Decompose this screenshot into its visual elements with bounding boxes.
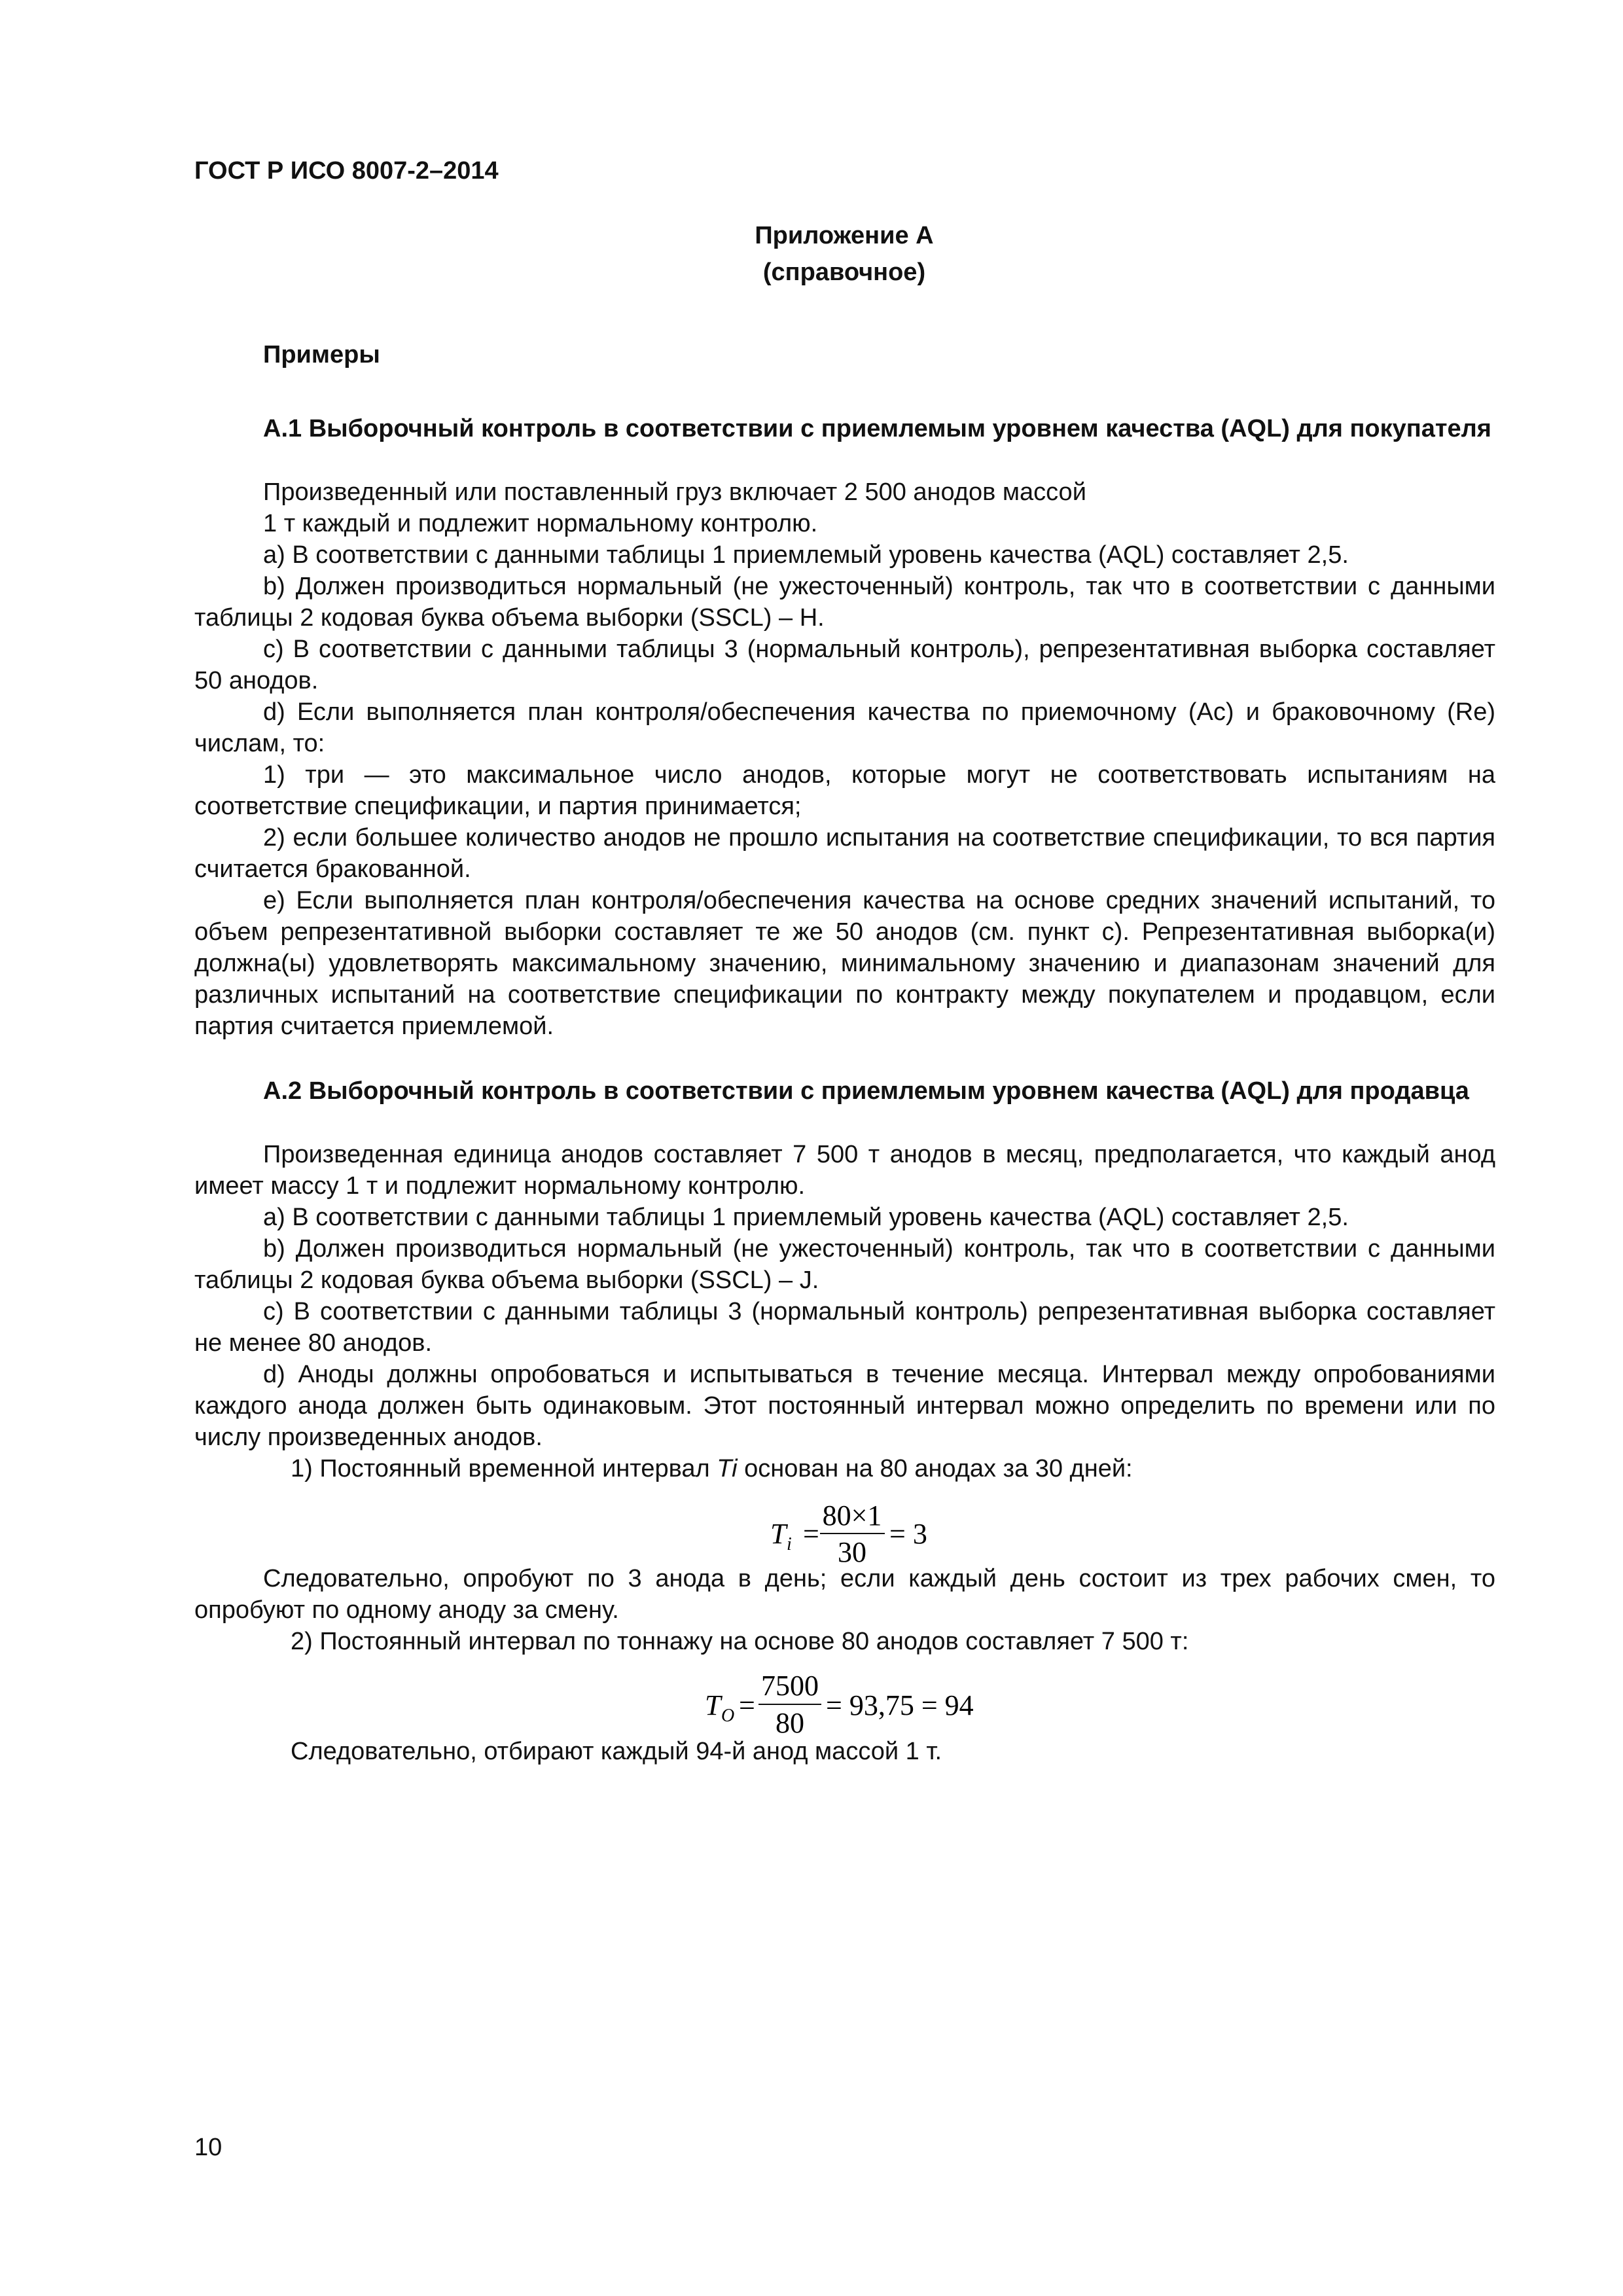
page-number: 10 (194, 2134, 223, 2161)
formula2-lhs: T (705, 1689, 721, 1721)
paragraph: b) Должен производиться нормальный (не ужесточенный) контроль, так что в соответствии с данными таблицы 2 кодовая буква объема выборки (SSCL) – H. (194, 573, 1495, 632)
paragraph: 1 т каждый и подлежит нормальному контролю. (263, 510, 818, 537)
formula2-denominator: 80 (776, 1707, 804, 1736)
paragraph: b) Должен производиться нормальный (не ужесточенный) контроль, так что в соответствии с данными таблицы 2 кодовая буква объема выборки (SSCL) – J. (194, 1235, 1495, 1294)
appendix-title: Приложение А (755, 222, 934, 249)
paragraph: c) В соответствии с данными таблицы 3 (нормальный контроль), репрезентативная выборка составляет 50 анодов. (194, 636, 1495, 694)
formula2-numerator: 7500 (761, 1670, 819, 1702)
appendix-heading (654, 217, 1034, 291)
formula1-lhs-sub: i (787, 1534, 792, 1554)
paragraph: 2) Постоянный интервал по тоннажу на основе 80 анодов составляет 7 500 т: (291, 1628, 1189, 1655)
paragraph: Следовательно, опробуют по 3 анода в день; если каждый день состоит из трех рабочих смен, то опробуют по одному аноду за смену. (194, 1565, 1495, 1624)
formula1-result: = 3 (889, 1518, 927, 1550)
variable-ti: Ti (717, 1455, 738, 1482)
formula-tonnage-interval (194, 1657, 1495, 1736)
paragraph: 2) если большее количество анодов не прошло испытания на соответствие спецификации, то вся партия считается бракованной. (194, 824, 1495, 883)
formula1-numerator: 80×1 (822, 1499, 882, 1532)
document-body (194, 412, 1495, 1767)
formula2-lhs-sub: O (721, 1706, 735, 1726)
paragraph: d) Аноды должны опробоваться и испытываться в течение месяца. Интервал между опробованиями каждого анода должен быть одинаковым. Этот постоянный интервал можно определить по времени или по числу произведенных анодов. (194, 1361, 1495, 1451)
paragraph: 1) три — это максимальное число анодов, которые могут не соответствовать испытаниям на соответствие спецификации, и партия принимается; (194, 761, 1495, 820)
section-a2-heading: А.2 Выборочный контроль в соответствии с приемлемым уровнем качества (AQL) для продавца (263, 1077, 1469, 1105)
formula1-denominator: 30 (838, 1536, 866, 1563)
document-header: ГОСТ Р ИСО 8007-2–2014 (194, 157, 499, 185)
paragraph: е) Если выполняется план контроля/обеспечения качества на основе средних значений испытаний, то объем репрезентативной выборки составляет те же 50 анодов (см. пункт с). Репрезентативная выборка(и) должна(ы) удовлетворять максимальному значению, минимальному значению и диапазонам значений для различных испытаний на соответствие спецификации по контракту между покупателем и продавцом, если партия считается приемлемой. (194, 887, 1495, 1040)
formula2-equals: = (739, 1689, 755, 1721)
paragraph: a) В соответствии с данными таблицы 1 приемлемый уровень качества (AQL) составляет 2,5. (263, 541, 1349, 569)
paragraph: d) Если выполняется план контроля/обеспечения качества по приемочному (Ас) и браковочному (Re) числам, то: (194, 698, 1495, 757)
paragraph: Следовательно, отбирают каждый 94-й анод массой 1 т. (291, 1738, 942, 1765)
text-span: 1) Постоянный временной интервал (291, 1455, 717, 1482)
paragraph: a) В соответствии с данными таблицы 1 приемлемый уровень качества (AQL) составляет 2,5. (263, 1204, 1349, 1231)
formula1-equals: = (803, 1518, 819, 1550)
appendix-subtitle: (справочное) (762, 259, 926, 286)
section-a1-heading: А.1 Выборочный контроль в соответствии с приемлемым уровнем качества (AQL) для покупателя (263, 415, 1491, 442)
formula2-result: = 93,75 = 94 (826, 1689, 974, 1721)
formula1-lhs: T (770, 1518, 787, 1550)
paragraph: Произведенный или поставленный груз включает 2 500 анодов массой (263, 478, 1086, 506)
paragraph (194, 1453, 1495, 1484)
formula-time-interval (194, 1484, 1495, 1563)
section-title: Примеры (263, 341, 380, 368)
text-span: основан на 80 анодах за 30 дней: (737, 1455, 1133, 1482)
paragraph: Произведенная единица анодов составляет 7 500 т анодов в месяц, предполагается, что каждый анод имеет массу 1 т и подлежит нормальному контролю. (194, 1141, 1495, 1200)
paragraph: с) В соответствии с данными таблицы 3 (нормальный контроль) репрезентативная выборка составляет не менее 80 анодов. (194, 1298, 1495, 1357)
